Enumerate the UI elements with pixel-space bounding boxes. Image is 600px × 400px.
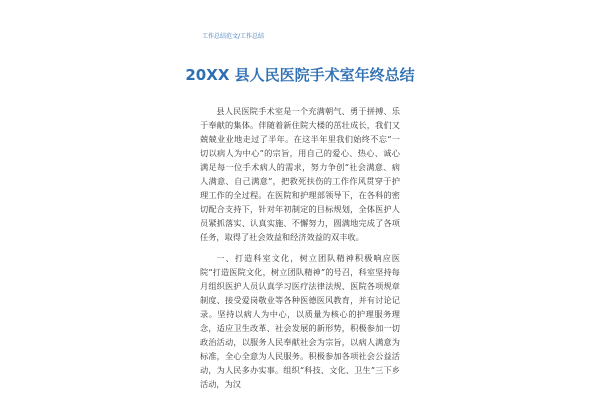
document-body (200, 104, 400, 391)
breadcrumb-link[interactable]: 工作总结范文/工作总结 (202, 33, 265, 40)
document-title: 20XX 县人民医院手术室年终总结 (185, 66, 415, 84)
paragraph-section-1: 一、打造科室文化，树立团队精神积极响应医院“打造医院文化，树立团队精神”的号召，科室坚持每月组织医护人员认真学习医疗法律法规、医院各项规章制度、接受爱岗敬业等各种医德医风教育，并有讨论记录。坚持以病人为中心，以质量为核心的护理服务理念，适应卫生改革、社会发展的新形势，积极参加一切政治活动，以服务人民奉献社会为宗旨，以病人满意为标准，全心全意为人民服务。积极参加各项社会公益活动，为人民多办实事。组织“科技、文化、卫生”三下乡活动，为汉 (200, 253, 400, 389)
paragraph-intro: 县人民医院手术室是一个充满朝气、勇于拼搏、乐于奉献的集体。伴随着新住院大楼的茁壮成长，我们又兢兢业业地走过了半年。在这半年里我们始终不忘“一切以病人为中心”的宗旨，用自己的爱心、热心、诚心满足每一位手术病人的需求，努力争创“社会满意、病人满意、自己满意”，把救死扶伤的工作作风贯穿于护理工作的全过程。在医院和护理部领导下，在各科的密切配合支持下，针对年初制定的目标规划，全体医护人员紧抓落实、认真实施、不懈努力，圆满地完成了各项任务，取得了社会效益和经济效益的双丰收。 (200, 106, 400, 242)
